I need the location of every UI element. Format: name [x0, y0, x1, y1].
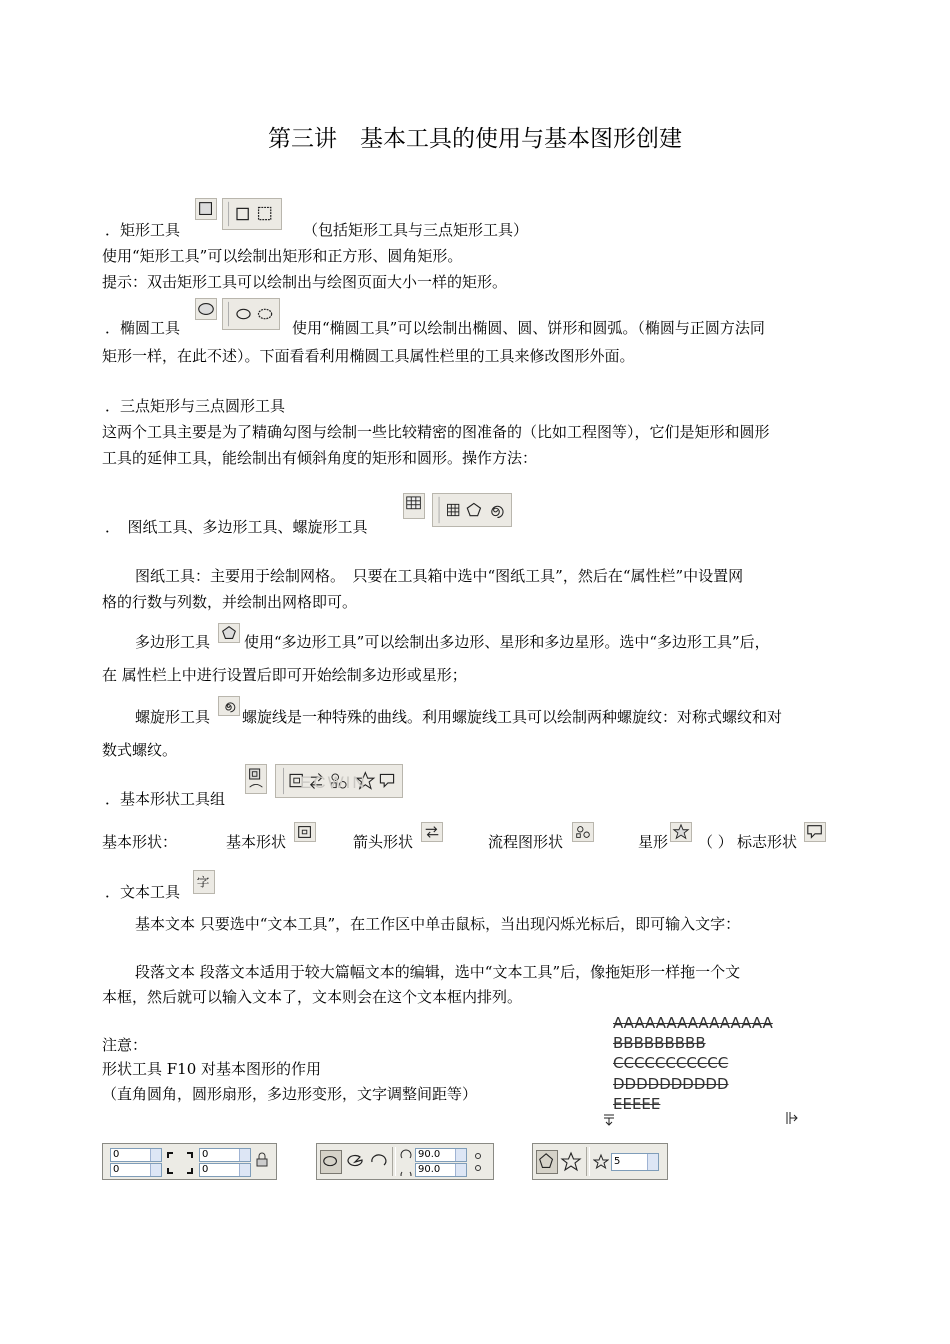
sample-text-line-a: AAAAAAAAAAAAAAA [613, 1014, 773, 1032]
pie-mode-button[interactable] [344, 1150, 366, 1174]
arc-mode-button[interactable] [367, 1150, 389, 1174]
ellipse-property-bar [316, 1143, 494, 1180]
ellipse-flyout-icon [222, 298, 280, 330]
star-shapes-icon [670, 822, 692, 842]
polygon-mode-button[interactable] [536, 1150, 558, 1174]
points-count-field[interactable]: 5 [611, 1153, 659, 1171]
ellipse-tool-label: ．椭圆工具 [105, 319, 181, 337]
callout-shapes-icon [804, 822, 826, 842]
grid-line-2: 格的行数与列数，并绘制出网格即可。 [102, 593, 358, 611]
lock-icon[interactable] [255, 1152, 269, 1168]
flowchart-shapes-icon [572, 822, 594, 842]
corner-bottom-right-field[interactable]: 0 [199, 1163, 251, 1177]
arrow-shapes-icon [421, 822, 443, 842]
para-text-line-1: 段落文本 段落文本适用于较大篇幅文本的编辑，选中“文本工具”后，像拖矩形一样拖一个文 [135, 963, 741, 981]
rect-line-2: 提示：双击矩形工具可以绘制出与绘图页面大小一样的矩形。 [102, 273, 508, 291]
basic-shapes-group-label: ．基本形状工具组 [105, 790, 226, 808]
ellipse-tool-icon [195, 298, 217, 320]
basic-shapes-label: 基本形状： [102, 833, 178, 851]
direction-toggle-icon[interactable] [473, 1150, 483, 1176]
text-tool-label: ．文本工具 [105, 883, 181, 901]
ellipse-desc-2: 矩形一样，在此不述）。下面看看利用椭圆工具属性栏里的工具来修改图形外面。 [102, 347, 635, 365]
threept-line-1: 这两个工具主要是为了精确勾图与绘制一些比较精密的图准备的（比如工程图等），它们是矩形和圆形 [102, 423, 770, 441]
graph-tools-label: ． 图纸工具、多边形工具、螺旋形工具 [105, 518, 368, 536]
spiral-tool-icon [218, 696, 240, 716]
corner-top-right-field[interactable]: 0 [199, 1148, 251, 1162]
basic-shape-icon [294, 822, 316, 842]
watermark: ECWIN [300, 773, 367, 792]
basic-text-line: 基本文本 只要选中“文本工具”，在工作区中单击鼠标，当出现闪烁光标后，即可输入文字： [135, 915, 741, 933]
rect-line-1: 使用“矩形工具”可以绘制出矩形和正方形、圆角矩形。 [102, 247, 463, 265]
basic-shapes-tool-icon [245, 764, 267, 794]
banner-shape-text: 标志形状 [737, 833, 798, 851]
end-angle-field[interactable]: 90.0 [415, 1163, 467, 1177]
star-shape-text: 星形 [638, 833, 669, 851]
graph-flyout-icon [432, 493, 512, 527]
spiral-line-2: 数式螺纹。 [102, 741, 178, 759]
spiral-line-1: 螺旋线是一种特殊的曲线。利用螺旋线工具可以绘制两种螺旋纹：对称式螺纹和对 [242, 708, 783, 726]
ellipse-desc-1: 使用“椭圆工具”可以绘制出椭圆、圆、饼形和圆弧。（椭圆与正圆方法同 [292, 319, 765, 337]
polygon-tool-label: 多边形工具 [135, 633, 211, 651]
char-spacing-handle-icon[interactable] [783, 1110, 799, 1126]
note-line-1: 形状工具 F10 对基本图形的作用 [102, 1060, 322, 1078]
line-spacing-handle-icon[interactable] [602, 1110, 616, 1126]
polygon-property-bar [532, 1143, 668, 1180]
start-angle-field[interactable]: 90.0 [415, 1148, 467, 1162]
sample-text-line-d: DDDDDDDDDD [613, 1075, 729, 1093]
paren-text: （ ） [698, 833, 733, 851]
threept-line-2: 工具的延伸工具，能绘制出有倾斜角度的矩形和圆形。操作方法： [102, 449, 538, 467]
para-text-line-2: 本框，然后就可以输入文本了，文本则会在这个文本框内排列。 [102, 988, 523, 1006]
text-tool-icon [193, 870, 215, 894]
corner-bracket-icon [165, 1149, 195, 1177]
svg-text:字: 字 [196, 874, 210, 890]
polygon-line-1: 使用“多边形工具”可以绘制出多边形、星形和多边星形。选中“多边形工具”后， [244, 633, 770, 651]
angle-icon [399, 1148, 413, 1176]
threept-label: ．三点矩形与三点圆形工具 [105, 397, 286, 415]
ellipse-mode-button[interactable] [320, 1150, 342, 1174]
rect-corner-property-bar [102, 1143, 277, 1180]
spiral-tool-label: 螺旋形工具 [135, 708, 211, 726]
page-title: 第三讲 基本工具的使用与基本图形创建 [268, 126, 682, 152]
rect-paren-text: （包括矩形工具与三点矩形工具） [303, 221, 529, 239]
basic-shape-text: 基本形状 [226, 833, 287, 851]
sample-text-line-e: EEEEE [613, 1095, 661, 1113]
rect-flyout-icon [222, 198, 282, 230]
flowchart-shape-text: 流程图形状 [488, 833, 564, 851]
corner-top-left-field[interactable]: 0 [110, 1148, 162, 1162]
star-mode-button[interactable] [560, 1150, 582, 1174]
graph-paper-tool-icon [403, 493, 425, 519]
rect-tool-label: ．矩形工具 [105, 221, 181, 239]
rectangle-tool-icon [195, 198, 217, 220]
polygon-line-2: 在 属性栏上中进行设置后即可开始绘制多边形或星形； [102, 666, 467, 684]
sample-text-line-c: CCCCCCCCCCC [613, 1054, 729, 1072]
sample-text-line-b: BBBBBBBBB [613, 1034, 706, 1052]
arrow-shape-text: 箭头形状 [353, 833, 414, 851]
note-title: 注意： [102, 1036, 148, 1054]
points-icon [593, 1153, 609, 1171]
corner-bottom-left-field[interactable]: 0 [110, 1163, 162, 1177]
grid-line-1: 图纸工具：主要用于绘制网格。 只要在工具箱中选中“图纸工具”，然后在“属性栏”中设置网 [135, 567, 744, 585]
polygon-tool-icon [218, 623, 240, 643]
note-line-2: （直角圆角，圆形扇形，多边形变形，文字调整间距等） [102, 1085, 478, 1103]
